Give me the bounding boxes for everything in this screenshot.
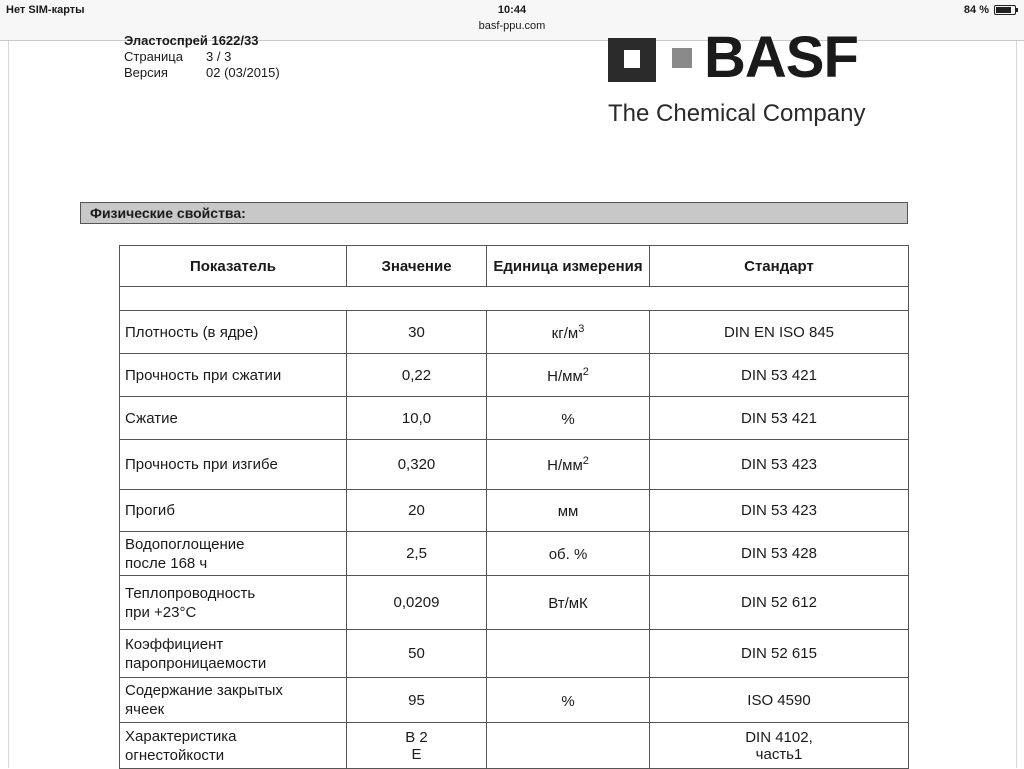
cell-unit [487, 311, 650, 354]
cell-standard: DIN 52 615 [650, 630, 909, 678]
cell-property: Коэффициент паропроницаемости [120, 630, 347, 678]
page-label: Страница [124, 49, 183, 64]
cell-property: Прочность при изгибе [120, 440, 347, 490]
page-value: 3 / 3 [206, 49, 232, 64]
product-name-cut: Эластоспрей 1622/33 [124, 33, 259, 48]
unit-text: мм [557, 503, 579, 520]
table-header-row [120, 246, 909, 287]
battery-icon [994, 5, 1016, 15]
logo-wordmark: BASF [704, 25, 858, 90]
unit-exponent: 2 [582, 365, 589, 378]
cell-value: 95 [347, 678, 487, 723]
cell-unit [487, 723, 650, 769]
table-row [120, 630, 909, 678]
cell-standard: DIN 53 421 [650, 397, 909, 440]
cell-standard: DIN 4102, часть1 [650, 723, 909, 769]
cell-unit [487, 354, 650, 397]
battery-fill [996, 7, 1011, 13]
battery-percent: 84 % [963, 4, 989, 16]
cell-unit [487, 678, 650, 723]
logo-square-grey [672, 48, 692, 68]
version-row [124, 65, 280, 81]
cell-property: Содержание закрытых ячеек [120, 678, 347, 723]
cell-property: Прочность при сжатии [120, 354, 347, 397]
version-value: 02 (03/2015) [206, 65, 280, 80]
unit-exponent: 3 [578, 322, 585, 335]
cell-value: 0,0209 [347, 576, 487, 630]
clock: 10:44 [497, 4, 527, 16]
unit-exponent: 2 [582, 455, 589, 467]
cell-value: 50 [347, 630, 487, 678]
cell-standard: DIN EN ISO 845 [650, 311, 909, 354]
cell-value: 20 [347, 490, 487, 532]
table-row [120, 532, 909, 576]
cell-unit [487, 397, 650, 440]
unit-text: Н/мм [547, 367, 583, 385]
cell-standard: DIN 53 428 [650, 532, 909, 576]
cell-unit [487, 440, 650, 490]
cell-value: В 2 Е [347, 723, 487, 769]
unit-text: об. % [548, 546, 588, 563]
header-standard: Стандарт [650, 246, 909, 287]
table-row [120, 723, 909, 769]
unit-text: кг/м [551, 324, 579, 342]
battery-status [964, 4, 1016, 16]
cell-property: Прогиб [120, 490, 347, 532]
table-row [120, 490, 909, 532]
cell-standard: DIN 52 612 [650, 576, 909, 630]
version-label: Версия [124, 65, 168, 80]
cell-standard: DIN 53 421 [650, 354, 909, 397]
cell-unit [487, 576, 650, 630]
logo-tagline: The Chemical Company [608, 100, 866, 127]
header-unit: Единица измерения [487, 246, 650, 287]
table-row [120, 311, 909, 354]
table-row [120, 354, 909, 397]
cell-value: 2,5 [347, 532, 487, 576]
cell-standard: DIN 53 423 [650, 440, 909, 490]
section-heading: Физические свойства: [80, 202, 908, 224]
unit-text: % [561, 410, 575, 428]
properties-table [119, 245, 909, 769]
unit-text: Вт/мК [548, 595, 588, 612]
header-value: Значение [347, 246, 487, 287]
table-spacer-row [120, 287, 909, 311]
cell-property: Плотность (в ядре) [120, 311, 347, 354]
address-bar-url[interactable]: basf-ppu.com [478, 20, 546, 32]
cell-unit [487, 630, 650, 678]
cell-unit [487, 490, 650, 532]
cell-value: 10,0 [347, 397, 487, 440]
basf-logo [608, 25, 908, 138]
header-property: Показатель [120, 246, 347, 287]
page-row [124, 49, 280, 65]
cell-unit [487, 532, 650, 576]
table-row [120, 678, 909, 723]
unit-text: % [561, 692, 575, 710]
logo-square-dark [608, 38, 656, 82]
unit-text: Н/мм [547, 457, 583, 474]
cell-property: Сжатие [120, 397, 347, 440]
table-row [120, 576, 909, 630]
cell-standard: DIN 53 423 [650, 490, 909, 532]
cell-property: Теплопроводность при +23°С [120, 576, 347, 630]
cell-standard: ISO 4590 [650, 678, 909, 723]
carrier-label: Нет SIM-карты [6, 4, 85, 16]
cell-property: Водопоглощение после 168 ч [120, 532, 347, 576]
cell-value: 0,320 [347, 440, 487, 490]
document-meta [124, 33, 280, 81]
table-row [120, 440, 909, 490]
table-row [120, 397, 909, 440]
cell-property: Характеристика огнестойкости [120, 723, 347, 769]
cell-value: 30 [347, 311, 487, 354]
cell-value: 0,22 [347, 354, 487, 397]
